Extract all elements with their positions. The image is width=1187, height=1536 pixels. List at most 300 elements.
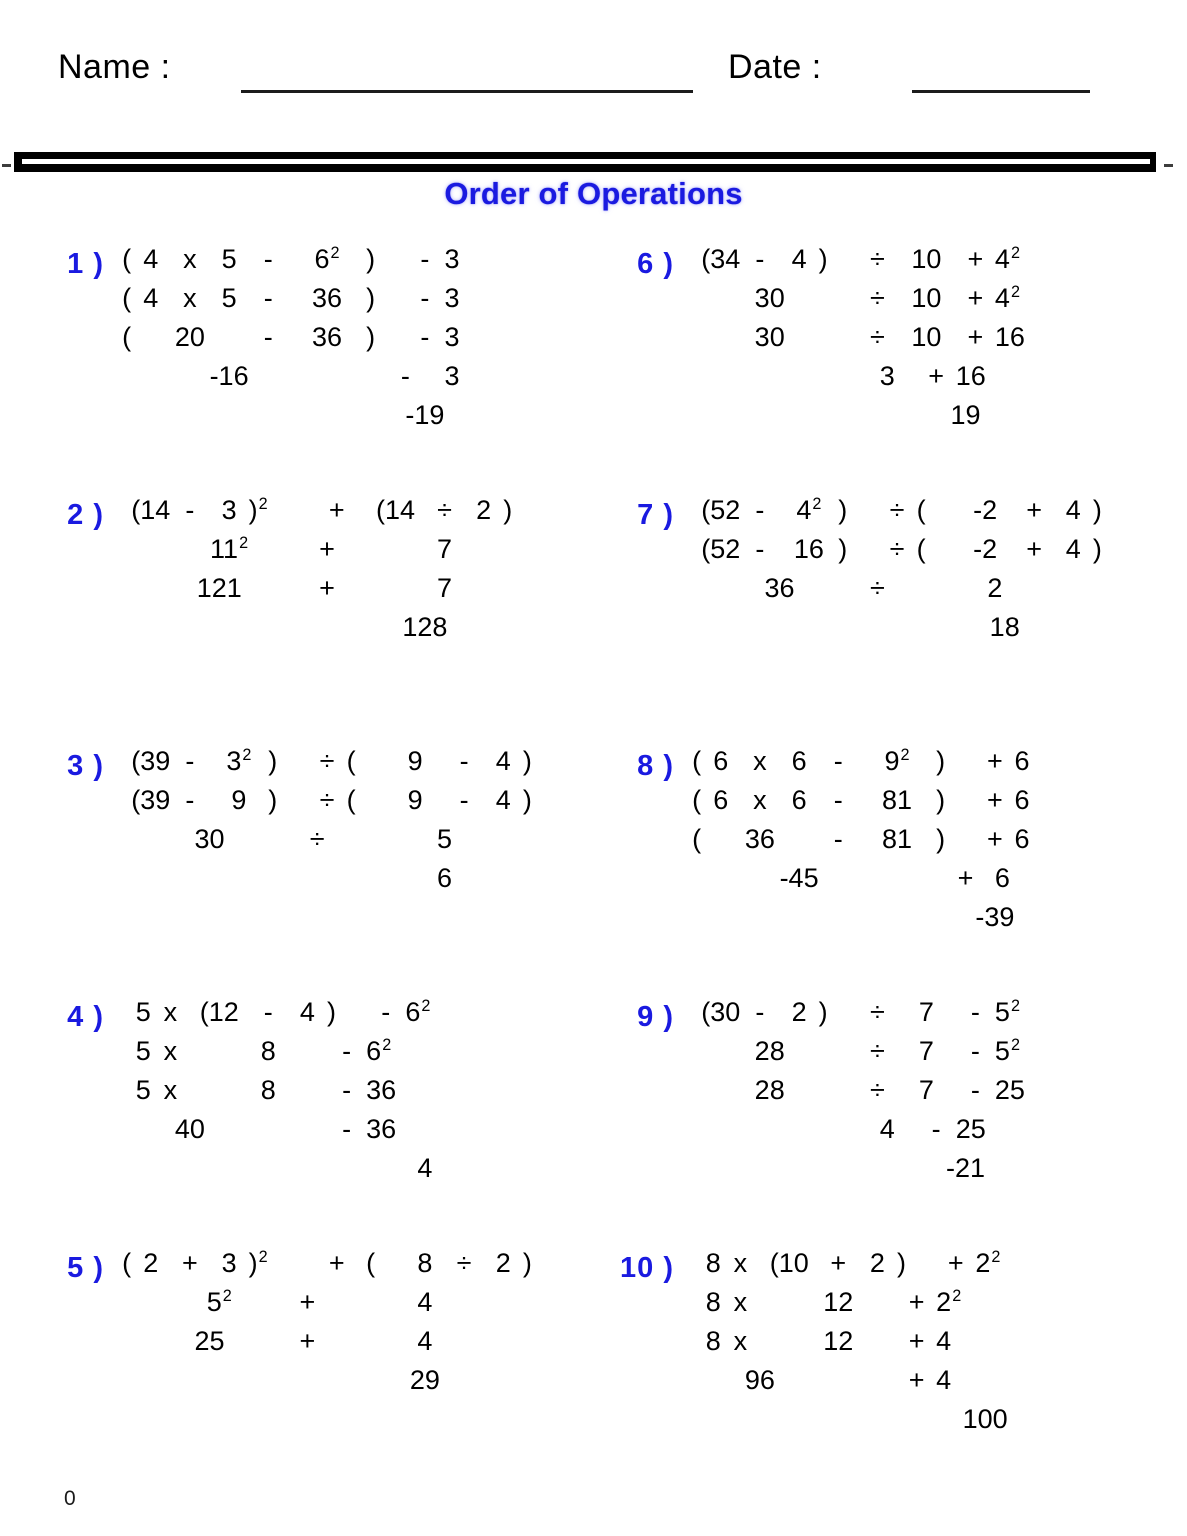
math-token: ( bbox=[346, 746, 356, 776]
math-token: $6^2$ bbox=[405, 997, 431, 1027]
problem-4 bbox=[30, 993, 590, 1244]
math-token: 4 bbox=[879, 1114, 895, 1144]
math-token: $4^2$ bbox=[994, 283, 1020, 313]
math-token: 7 bbox=[918, 997, 934, 1027]
math-token: -19 bbox=[405, 400, 445, 430]
math-token: 36 bbox=[311, 322, 343, 352]
math-token: - bbox=[263, 322, 273, 352]
math-token: - bbox=[381, 997, 391, 1027]
math-token: 3 bbox=[444, 322, 460, 352]
math-token: x bbox=[163, 1075, 178, 1105]
math-token: - bbox=[833, 824, 843, 854]
math-token: 4 bbox=[791, 244, 807, 274]
math-token: - bbox=[185, 495, 195, 525]
math-token: + bbox=[328, 495, 345, 525]
problem-number: 2 ) bbox=[67, 499, 104, 531]
date-input-blank[interactable] bbox=[912, 90, 1090, 93]
math-token: - bbox=[342, 1036, 352, 1066]
problem-9 bbox=[600, 993, 1170, 1244]
step-line bbox=[92, 279, 562, 318]
math-token: ÷ bbox=[870, 1075, 885, 1105]
math-token: + bbox=[908, 1326, 925, 1356]
math-token: ) bbox=[838, 534, 848, 564]
math-token: + bbox=[987, 746, 1003, 776]
worksheet-header bbox=[0, 48, 1187, 108]
problem-steps bbox=[92, 742, 562, 898]
math-token: 8 bbox=[260, 1075, 276, 1105]
math-token: 4 bbox=[417, 1326, 433, 1356]
math-token: x bbox=[753, 785, 767, 815]
exponent: 2 bbox=[382, 1036, 392, 1054]
math-token: ( bbox=[122, 322, 132, 352]
step-line bbox=[92, 318, 562, 357]
math-token: -16 bbox=[209, 361, 249, 391]
expression-line bbox=[662, 240, 1132, 279]
exponent: 2 bbox=[1010, 283, 1020, 301]
math-token: 2 bbox=[143, 1248, 159, 1278]
math-token: 8 bbox=[260, 1036, 276, 1066]
math-token: + bbox=[319, 534, 335, 564]
math-token: -45 bbox=[779, 863, 819, 893]
step-line bbox=[662, 608, 1132, 647]
expression-line bbox=[92, 742, 562, 781]
math-token: 128 bbox=[402, 612, 448, 642]
math-token: - bbox=[342, 1075, 352, 1105]
math-token: + bbox=[1026, 534, 1042, 564]
math-token: 30 bbox=[194, 824, 225, 854]
step-line bbox=[92, 1149, 562, 1188]
divider-core bbox=[22, 159, 1150, 164]
step-line bbox=[662, 1149, 1132, 1188]
exponent: 2 bbox=[1010, 244, 1020, 262]
math-token: + bbox=[328, 1248, 345, 1278]
math-token: 6 bbox=[1014, 785, 1030, 815]
math-token: ) bbox=[268, 785, 278, 815]
math-token: 4 bbox=[143, 283, 159, 313]
step-line bbox=[662, 1400, 1132, 1439]
math-token: 4 bbox=[143, 244, 159, 274]
page-title: Order of Operations bbox=[444, 176, 743, 211]
math-token: - bbox=[263, 283, 273, 313]
math-token: 30 bbox=[754, 322, 785, 352]
math-token: 7 bbox=[436, 534, 452, 564]
math-token: ÷ bbox=[309, 824, 325, 854]
math-token: + bbox=[987, 785, 1003, 815]
problem-1 bbox=[30, 240, 590, 491]
faint-artifact bbox=[55, 118, 165, 134]
math-token: -2 bbox=[973, 534, 998, 564]
problem-number: 10 ) bbox=[620, 1252, 674, 1284]
math-token: x bbox=[733, 1287, 748, 1317]
math-token: 4 bbox=[936, 1326, 952, 1356]
math-token: )$^2$ bbox=[248, 1248, 268, 1278]
math-token: + bbox=[830, 1248, 847, 1278]
math-token: 4 bbox=[417, 1153, 433, 1183]
math-token: - bbox=[970, 997, 980, 1027]
math-token: 25 bbox=[194, 1326, 225, 1356]
step-line bbox=[662, 781, 1132, 820]
step-line bbox=[92, 1322, 562, 1361]
math-token: (14 bbox=[376, 495, 416, 525]
step-line bbox=[662, 1283, 1132, 1322]
math-token: 8 bbox=[705, 1287, 721, 1317]
math-token: ) bbox=[366, 283, 376, 313]
exponent: 2 bbox=[952, 1287, 962, 1305]
step-line bbox=[662, 1032, 1132, 1071]
step-line bbox=[662, 859, 1132, 898]
math-token: + bbox=[928, 361, 945, 391]
step-line bbox=[92, 1361, 562, 1400]
problem-steps bbox=[662, 491, 1132, 647]
math-token: 28 bbox=[754, 1036, 785, 1066]
step-line bbox=[92, 1032, 562, 1071]
math-token: + bbox=[908, 1287, 925, 1317]
math-token: 12 bbox=[823, 1326, 854, 1356]
math-token: 5 bbox=[221, 244, 237, 274]
math-token: $5^2$ bbox=[994, 1036, 1020, 1066]
math-token: 3 bbox=[221, 495, 237, 525]
step-line bbox=[92, 608, 562, 647]
math-token: 4 bbox=[417, 1287, 433, 1317]
math-token: x bbox=[183, 244, 197, 274]
math-token: $5^2$ bbox=[206, 1287, 232, 1317]
math-token: ) bbox=[366, 244, 376, 274]
exponent: 2 bbox=[222, 1287, 232, 1305]
math-token: ) bbox=[268, 746, 278, 776]
math-token: + bbox=[967, 283, 984, 313]
math-token: ÷ bbox=[889, 495, 905, 525]
math-token: 10 bbox=[911, 322, 942, 352]
problem-8 bbox=[600, 742, 1170, 993]
math-token: $11^2$ bbox=[210, 534, 249, 564]
math-token: (30 bbox=[701, 997, 741, 1027]
math-token: 8 bbox=[705, 1326, 721, 1356]
math-token: - bbox=[970, 1036, 980, 1066]
problem-number: 4 ) bbox=[67, 1001, 104, 1033]
math-token: - bbox=[755, 495, 765, 525]
problem-5 bbox=[30, 1244, 590, 1495]
math-token: 25 bbox=[955, 1114, 986, 1144]
math-token: - bbox=[263, 997, 273, 1027]
math-token: $3^2$ bbox=[226, 746, 252, 776]
step-line bbox=[662, 569, 1132, 608]
math-token: 30 bbox=[754, 283, 785, 313]
math-token: ) bbox=[838, 495, 848, 525]
math-token: + bbox=[319, 573, 335, 603]
math-token: 3 bbox=[444, 244, 460, 274]
math-token: 5 bbox=[135, 997, 151, 1027]
math-token: 36 bbox=[366, 1075, 397, 1105]
problem-7 bbox=[600, 491, 1170, 742]
math-token: + bbox=[947, 1248, 964, 1278]
math-token: ( bbox=[916, 495, 926, 525]
problem-steps bbox=[92, 240, 562, 435]
math-token: x bbox=[733, 1326, 748, 1356]
math-token: 36 bbox=[744, 824, 775, 854]
math-token: ÷ bbox=[456, 1248, 472, 1278]
math-token: + bbox=[182, 1248, 198, 1278]
math-token: 36 bbox=[764, 573, 795, 603]
problem-10 bbox=[600, 1244, 1170, 1495]
expression-line bbox=[662, 742, 1132, 781]
math-token: 25 bbox=[994, 1075, 1025, 1105]
problem-steps bbox=[92, 993, 562, 1188]
math-token: 5 bbox=[135, 1036, 151, 1066]
math-token: 81 bbox=[881, 785, 913, 815]
step-line bbox=[662, 820, 1132, 859]
math-token: 18 bbox=[989, 612, 1020, 642]
math-token: 7 bbox=[918, 1036, 934, 1066]
math-token: ) bbox=[818, 997, 828, 1027]
math-token: 2 bbox=[987, 573, 1003, 603]
math-token: ) bbox=[522, 1248, 532, 1278]
math-token: - bbox=[420, 322, 430, 352]
math-token: 16 bbox=[955, 361, 986, 391]
math-token: 7 bbox=[436, 573, 452, 603]
math-token: (39 bbox=[131, 746, 171, 776]
step-line bbox=[662, 1322, 1132, 1361]
math-token: (52 bbox=[701, 534, 741, 564]
math-token: x bbox=[733, 1248, 748, 1278]
math-token: - bbox=[420, 283, 430, 313]
step-line bbox=[92, 859, 562, 898]
math-token: ÷ bbox=[319, 746, 335, 776]
math-token: 6 bbox=[791, 785, 807, 815]
problem-steps bbox=[92, 1244, 562, 1400]
math-token: 96 bbox=[744, 1365, 775, 1395]
step-line bbox=[92, 569, 562, 608]
math-token: + bbox=[908, 1365, 925, 1395]
math-token: 10 bbox=[911, 283, 942, 313]
math-token: - bbox=[420, 244, 430, 274]
math-token: 6 bbox=[791, 746, 807, 776]
math-token: ) bbox=[366, 322, 376, 352]
exponent: 2 bbox=[239, 534, 249, 552]
math-token: $2^2$ bbox=[936, 1287, 962, 1317]
step-line bbox=[662, 396, 1132, 435]
math-token: ÷ bbox=[437, 495, 452, 525]
math-token: + bbox=[299, 1326, 316, 1356]
math-token: ÷ bbox=[870, 244, 885, 274]
math-token: + bbox=[967, 322, 984, 352]
math-token: 6 bbox=[1014, 746, 1030, 776]
math-token: 28 bbox=[754, 1075, 785, 1105]
math-token: ) bbox=[936, 824, 946, 854]
math-token: ) bbox=[936, 746, 946, 776]
math-token: 36 bbox=[366, 1114, 397, 1144]
math-token: 5 bbox=[221, 283, 237, 313]
math-token: - bbox=[400, 361, 410, 391]
math-token: $6^2$ bbox=[314, 244, 340, 274]
math-token: + bbox=[957, 863, 974, 893]
math-token: ) bbox=[818, 244, 828, 274]
math-token: 6 bbox=[713, 746, 729, 776]
problem-number: 8 ) bbox=[637, 750, 674, 782]
math-token: -2 bbox=[973, 495, 998, 525]
problem-number: 9 ) bbox=[637, 1001, 674, 1033]
math-token: 121 bbox=[196, 573, 242, 603]
math-token: - bbox=[185, 746, 195, 776]
math-token: x bbox=[753, 746, 767, 776]
math-token: ÷ bbox=[870, 283, 885, 313]
math-token: ( bbox=[122, 283, 132, 313]
math-token: $4^2$ bbox=[994, 244, 1020, 274]
math-token: + bbox=[987, 824, 1003, 854]
math-token: 10 bbox=[911, 244, 942, 274]
step-line bbox=[662, 530, 1132, 569]
math-token: ÷ bbox=[870, 573, 885, 603]
exponent: 2 bbox=[258, 495, 268, 513]
math-token: 6 bbox=[994, 863, 1010, 893]
math-token: )$^2$ bbox=[248, 495, 268, 525]
math-token: - bbox=[833, 746, 843, 776]
math-token: 2 bbox=[791, 997, 807, 1027]
math-token: 16 bbox=[793, 534, 824, 564]
math-token: - bbox=[833, 785, 843, 815]
step-line bbox=[662, 1071, 1132, 1110]
math-token: ) bbox=[936, 785, 946, 815]
math-token: 3 bbox=[221, 1248, 237, 1278]
math-token: 4 bbox=[1065, 495, 1081, 525]
math-token: 6 bbox=[1014, 824, 1030, 854]
page-marker: 0 bbox=[64, 1487, 76, 1510]
step-line bbox=[662, 318, 1132, 357]
math-token: 3 bbox=[879, 361, 895, 391]
math-token: (52 bbox=[701, 495, 741, 525]
math-token: + bbox=[299, 1287, 316, 1317]
problem-3 bbox=[30, 742, 590, 993]
header-divider bbox=[14, 152, 1156, 172]
math-token: ) bbox=[522, 746, 532, 776]
math-token: -39 bbox=[975, 902, 1015, 932]
math-token: 3 bbox=[444, 361, 460, 391]
math-token: - bbox=[755, 534, 765, 564]
math-token: (14 bbox=[131, 495, 171, 525]
step-line bbox=[92, 1283, 562, 1322]
math-token: ÷ bbox=[870, 1036, 885, 1066]
math-token: 4 bbox=[495, 785, 511, 815]
math-token: ÷ bbox=[319, 785, 335, 815]
math-token: ÷ bbox=[870, 322, 885, 352]
exponent: 2 bbox=[242, 746, 252, 764]
problem-steps bbox=[662, 742, 1132, 937]
problem-2 bbox=[30, 491, 590, 742]
step-line bbox=[92, 357, 562, 396]
step-line bbox=[662, 357, 1132, 396]
divider-tick-left bbox=[2, 164, 11, 167]
math-token: - bbox=[459, 746, 469, 776]
math-token: ÷ bbox=[870, 997, 885, 1027]
math-token: ÷ bbox=[889, 534, 905, 564]
problem-column-right bbox=[600, 240, 1170, 1495]
math-token: 4 bbox=[495, 746, 511, 776]
math-token: 9 bbox=[407, 785, 423, 815]
math-token: 4 bbox=[299, 997, 315, 1027]
problem-6 bbox=[600, 240, 1170, 491]
math-token: - bbox=[970, 1075, 980, 1105]
expression-line bbox=[662, 1244, 1132, 1283]
expression-line bbox=[92, 491, 562, 530]
exponent: 2 bbox=[258, 1248, 268, 1266]
problem-column-left bbox=[30, 240, 590, 1495]
math-token: 9 bbox=[231, 785, 247, 815]
problem-number: 7 ) bbox=[637, 499, 674, 531]
math-token: 5 bbox=[135, 1075, 151, 1105]
math-token: 5 bbox=[436, 824, 452, 854]
step-line bbox=[92, 781, 562, 820]
math-token: + bbox=[1026, 495, 1042, 525]
math-token: 36 bbox=[311, 283, 343, 313]
step-line bbox=[92, 396, 562, 435]
exponent: 2 bbox=[900, 746, 910, 764]
math-token: 6 bbox=[436, 863, 452, 893]
math-token: ( bbox=[692, 785, 702, 815]
math-token: 16 bbox=[994, 322, 1025, 352]
math-token: ) bbox=[327, 997, 336, 1027]
math-token: ( bbox=[692, 746, 702, 776]
step-line bbox=[662, 1110, 1132, 1149]
name-input-blank[interactable] bbox=[241, 90, 693, 93]
problem-number: 3 ) bbox=[67, 750, 104, 782]
math-token: 4 bbox=[936, 1365, 952, 1395]
math-token: (10 bbox=[769, 1248, 809, 1278]
math-token: 81 bbox=[881, 824, 913, 854]
math-token: x bbox=[163, 1036, 178, 1066]
math-token: 7 bbox=[918, 1075, 934, 1105]
math-token: - bbox=[185, 785, 195, 815]
exponent: 2 bbox=[1010, 1036, 1020, 1054]
math-token: - bbox=[263, 244, 273, 274]
math-token: 2 bbox=[476, 495, 492, 525]
problem-steps bbox=[92, 491, 562, 647]
math-token: 6 bbox=[713, 785, 729, 815]
math-token: 9 bbox=[407, 746, 423, 776]
math-token: 2 bbox=[495, 1248, 511, 1278]
problem-number: 5 ) bbox=[67, 1252, 104, 1284]
math-token: ( bbox=[122, 1248, 132, 1278]
math-token: ) bbox=[522, 785, 532, 815]
math-token: 2 bbox=[869, 1248, 885, 1278]
math-token: $9^2$ bbox=[884, 746, 910, 776]
divider-tick-right bbox=[1164, 164, 1173, 167]
step-line bbox=[662, 898, 1132, 937]
expression-line bbox=[662, 491, 1132, 530]
problem-number: 1 ) bbox=[67, 248, 104, 280]
step-line bbox=[662, 1361, 1132, 1400]
math-token: 12 bbox=[823, 1287, 854, 1317]
math-token: - bbox=[931, 1114, 941, 1144]
problem-steps bbox=[662, 240, 1132, 435]
math-token: 29 bbox=[409, 1365, 440, 1395]
math-token: - bbox=[342, 1114, 352, 1144]
math-token: x bbox=[163, 997, 178, 1027]
expression-line bbox=[92, 993, 562, 1032]
math-token: 19 bbox=[950, 400, 981, 430]
problem-steps bbox=[662, 993, 1132, 1188]
expression-line bbox=[662, 993, 1132, 1032]
date-label: Date : bbox=[728, 48, 822, 86]
math-token: $6^2$ bbox=[366, 1036, 392, 1066]
math-token: 40 bbox=[174, 1114, 205, 1144]
expression-line bbox=[92, 240, 562, 279]
exponent: 2 bbox=[421, 997, 431, 1015]
math-token: 4 bbox=[1065, 534, 1081, 564]
math-token: 3 bbox=[444, 283, 460, 313]
math-token: ( bbox=[692, 824, 702, 854]
exponent: 2 bbox=[812, 495, 822, 513]
step-line bbox=[92, 1110, 562, 1149]
math-token: 100 bbox=[962, 1404, 1008, 1434]
